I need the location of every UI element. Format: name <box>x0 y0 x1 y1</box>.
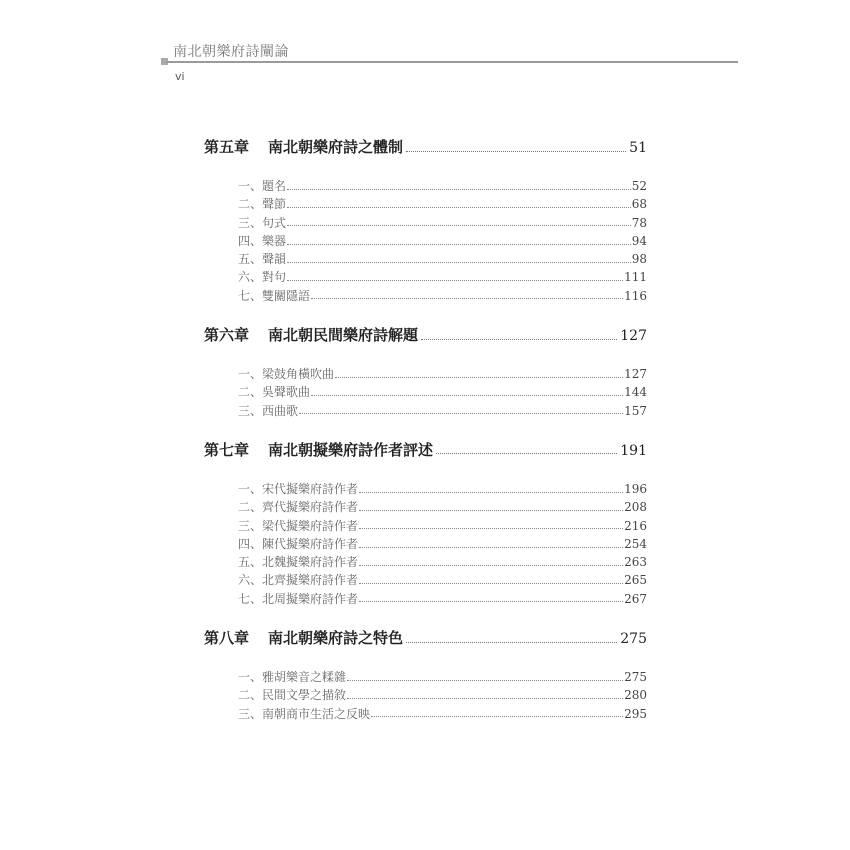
chapter-page: 191 <box>620 442 647 459</box>
section-entry[interactable] <box>238 232 647 250</box>
dot-leader <box>371 716 623 717</box>
chapter-entry[interactable] <box>204 627 647 649</box>
section-label: 一、宋代擬樂府詩作者 <box>238 481 359 496</box>
section-page: 127 <box>624 367 647 382</box>
section-page: 267 <box>624 591 647 606</box>
section-entry[interactable] <box>238 535 647 553</box>
page-number: vi <box>175 70 185 83</box>
chapter-title: 南北朝民間樂府詩解題 <box>268 326 419 345</box>
section-label: 三、梁代擬樂府詩作者 <box>238 518 359 533</box>
section-entry[interactable] <box>238 668 647 686</box>
section-label: 六、對句 <box>238 270 287 285</box>
section-page: 216 <box>624 518 647 533</box>
section-list <box>204 177 647 305</box>
toc-chapter <box>204 136 647 305</box>
section-page: 265 <box>624 573 647 588</box>
toc-chapter <box>204 439 647 608</box>
chapter-label: 第五章 <box>204 138 250 156</box>
chapter-label: 第六章 <box>204 326 250 345</box>
dot-leader <box>347 698 623 699</box>
section-entry[interactable] <box>238 517 647 535</box>
dot-leader <box>311 395 623 396</box>
section-list <box>204 480 647 608</box>
chapter-page: 275 <box>620 631 647 648</box>
section-list <box>204 365 647 420</box>
section-label: 六、北齊擬樂府詩作者 <box>238 573 359 588</box>
section-list <box>204 668 647 723</box>
dot-leader <box>311 298 623 299</box>
chapter-title: 南北朝擬樂府詩作者評述 <box>268 440 434 459</box>
dot-leader <box>436 453 617 454</box>
dot-leader <box>287 244 631 245</box>
section-entry[interactable] <box>238 498 647 516</box>
section-page: 52 <box>631 179 647 193</box>
section-entry[interactable] <box>238 686 647 704</box>
chapter-title: 南北朝樂府詩之特色 <box>268 629 404 648</box>
section-label: 一、雅胡樂音之糅雜 <box>238 670 347 685</box>
section-entry[interactable] <box>238 553 647 571</box>
chapter-title: 南北朝樂府詩之體制 <box>268 138 404 156</box>
dot-leader <box>359 547 623 548</box>
section-entry[interactable] <box>238 705 647 723</box>
section-label: 七、北周擬樂府詩作者 <box>238 591 359 606</box>
dot-leader <box>359 583 623 584</box>
header-rule <box>166 61 738 63</box>
dot-leader <box>359 565 623 566</box>
dot-leader <box>287 225 631 226</box>
section-page: 263 <box>624 555 647 570</box>
section-page: 116 <box>624 288 647 303</box>
chapter-label: 第七章 <box>204 440 250 459</box>
section-label: 四、樂器 <box>238 233 287 248</box>
section-page: 157 <box>624 403 647 418</box>
dot-leader <box>359 492 623 493</box>
section-entry[interactable] <box>238 383 647 401</box>
chapter-page: 127 <box>620 328 647 345</box>
section-label: 一、梁鼓角橫吹曲 <box>238 367 335 382</box>
section-entry[interactable] <box>238 480 647 498</box>
dot-leader <box>359 601 623 602</box>
chapter-label: 第八章 <box>204 629 250 648</box>
section-entry[interactable] <box>238 365 647 383</box>
section-entry[interactable] <box>238 571 647 589</box>
section-label: 三、南朝商市生活之反映 <box>238 706 371 721</box>
section-page: 68 <box>631 197 647 212</box>
section-entry[interactable] <box>238 402 647 420</box>
table-of-contents <box>204 136 647 742</box>
section-page: 280 <box>624 688 647 703</box>
toc-chapter <box>204 627 647 723</box>
running-title: 南北朝樂府詩闡論 <box>173 44 289 60</box>
section-label: 一、題名 <box>238 179 287 193</box>
chapter-entry[interactable] <box>204 324 647 346</box>
dot-leader <box>347 680 623 681</box>
dot-leader <box>406 642 617 643</box>
section-label: 二、吳聲歌曲 <box>238 385 311 400</box>
section-label: 二、齊代擬樂府詩作者 <box>238 500 359 515</box>
section-label: 五、北魏擬樂府詩作者 <box>238 555 359 570</box>
section-page: 94 <box>631 233 647 248</box>
section-entry[interactable] <box>238 287 647 305</box>
dot-leader <box>359 528 623 529</box>
section-page: 98 <box>631 252 647 267</box>
section-label: 三、西曲歌 <box>238 403 299 418</box>
toc-chapter <box>204 324 647 420</box>
dot-leader <box>287 280 623 281</box>
section-label: 四、陳代擬樂府詩作者 <box>238 536 359 551</box>
section-label: 五、聲韻 <box>238 252 287 267</box>
section-entry[interactable] <box>238 214 647 232</box>
section-page: 254 <box>624 536 647 551</box>
section-page: 196 <box>624 481 647 496</box>
section-entry[interactable] <box>238 590 647 608</box>
dot-leader <box>359 510 623 511</box>
dot-leader <box>335 377 623 378</box>
section-label: 七、雙關隱語 <box>238 288 311 303</box>
section-label: 二、聲節 <box>238 197 287 212</box>
dot-leader <box>299 413 623 414</box>
section-entry[interactable] <box>238 250 647 268</box>
dot-leader <box>421 339 617 340</box>
section-page: 295 <box>624 706 647 721</box>
section-label: 三、句式 <box>238 215 287 230</box>
dot-leader <box>406 151 626 152</box>
dot-leader <box>287 207 631 208</box>
section-page: 275 <box>624 670 647 685</box>
section-page: 144 <box>624 385 647 400</box>
dot-leader <box>287 262 631 263</box>
chapter-entry[interactable] <box>204 439 647 461</box>
section-page: 78 <box>631 215 647 230</box>
chapter-page: 51 <box>629 140 647 156</box>
chapter-entry[interactable] <box>204 136 647 158</box>
section-page: 111 <box>624 270 647 285</box>
section-page: 208 <box>624 500 647 515</box>
section-entry[interactable] <box>238 195 647 213</box>
section-label: 二、民間文學之描敘 <box>238 688 347 703</box>
section-entry[interactable] <box>238 268 647 286</box>
dot-leader <box>287 189 631 190</box>
section-entry[interactable] <box>238 177 647 195</box>
